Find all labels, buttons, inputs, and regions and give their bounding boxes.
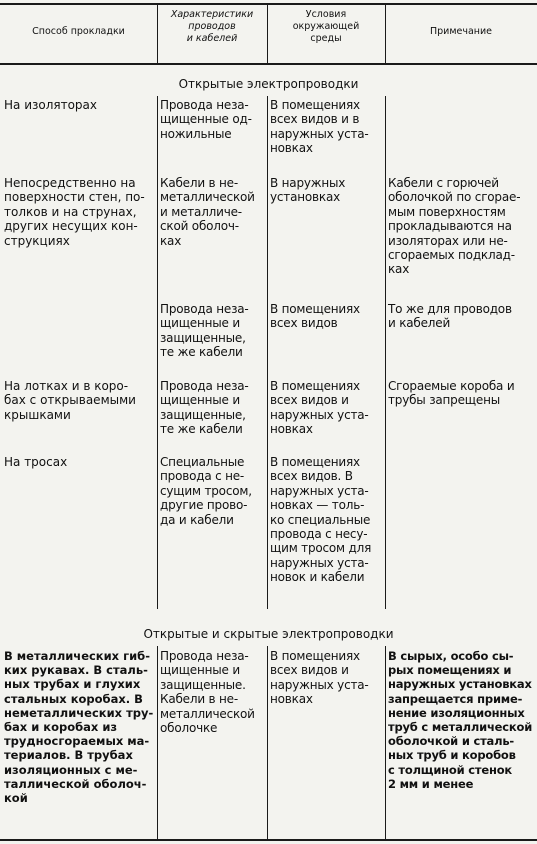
column-divider [267,96,268,609]
table-cell: В наружных установках [270,176,346,205]
header-rule [0,63,537,65]
table-cell: На лотках и в коро- бах с открываемыми крышками [4,379,136,422]
column-divider [157,646,158,839]
table-cell: То же для проводов и кабелей [388,302,512,331]
table-cell: В сырых, особо сы- рых помещениях и наружных установках запрещается приме- нение изоляционных труб с металлической оболочкой и сталь- ных труб и коробов с толщиной стенок 2 мм и менее [388,649,533,791]
table-cell: Кабели с горючей оболочкой по сгорае- мым поверхностям прокладываются на изоляторах или не- сгораемых подклад- ках [388,176,521,277]
table-cell: Провода неза- щищенные и защищенные. Кабели в не- металлической оболочке [160,649,255,736]
section-title: Открытые и скрытые электропроводки [143,627,394,641]
column-divider [385,646,386,839]
table-cell: В помещениях всех видов [270,302,360,331]
table-cell: В помещениях всех видов и наружных уста- новках [270,649,369,707]
table-cell: Провода неза- щищенные и защищенные, те же кабели [160,302,249,360]
table-cell: На тросах [4,455,68,469]
column-header-note: Примечание [429,26,493,37]
table-cell: Провода неза- щищенные и защищенные, те же кабели [160,379,249,437]
table-cell: Специальные провода с не- сущим тросом, другие прово- да и кабели [160,455,252,527]
column-divider [385,96,386,609]
section-title: Открытые электропроводки [178,77,359,91]
table-cell: На изоляторах [4,98,98,112]
top-rule [0,3,537,5]
table-cell: Непосредственно на поверхности стен, по- толков и на струнах, других несущих кон- струкциях [4,176,145,248]
column-divider [267,646,268,839]
table-cell: В помещениях всех видов. В наружных уста- новках — толь- ко специальные провода с несу- щим тросом для наружных уста- новок и кабели [270,455,372,585]
table-cell: Сгораемые короба и трубы запрещены [388,379,515,408]
column-divider [157,96,158,609]
table-cell: В металлических гиб- ких рукавах. В сталь- ных трубах и глухих стальных коробах. В неметаллических тру- бах и коробах из трудносгораемых ма- териалов. В трубах изоляционных с ме- таллической оболоч- кой [4,649,154,806]
column-header-method: Способ прокладки [32,26,125,37]
table-cell: Кабели в не- металлической и металличе- ской оболоч- ках [160,176,255,248]
column-header-conditions: Условия окружающей среды [292,9,360,44]
bottom-rule [0,839,537,841]
table-cell: Провода неза- щищенные од- ножильные [160,98,252,141]
table-cell: В помещениях всех видов и в наружных уста- новках [270,98,369,156]
table-cell: В помещениях всех видов и наружных уста- новках [270,379,369,437]
column-header-characteristics: Характеристики проводов и кабелей [170,9,254,44]
